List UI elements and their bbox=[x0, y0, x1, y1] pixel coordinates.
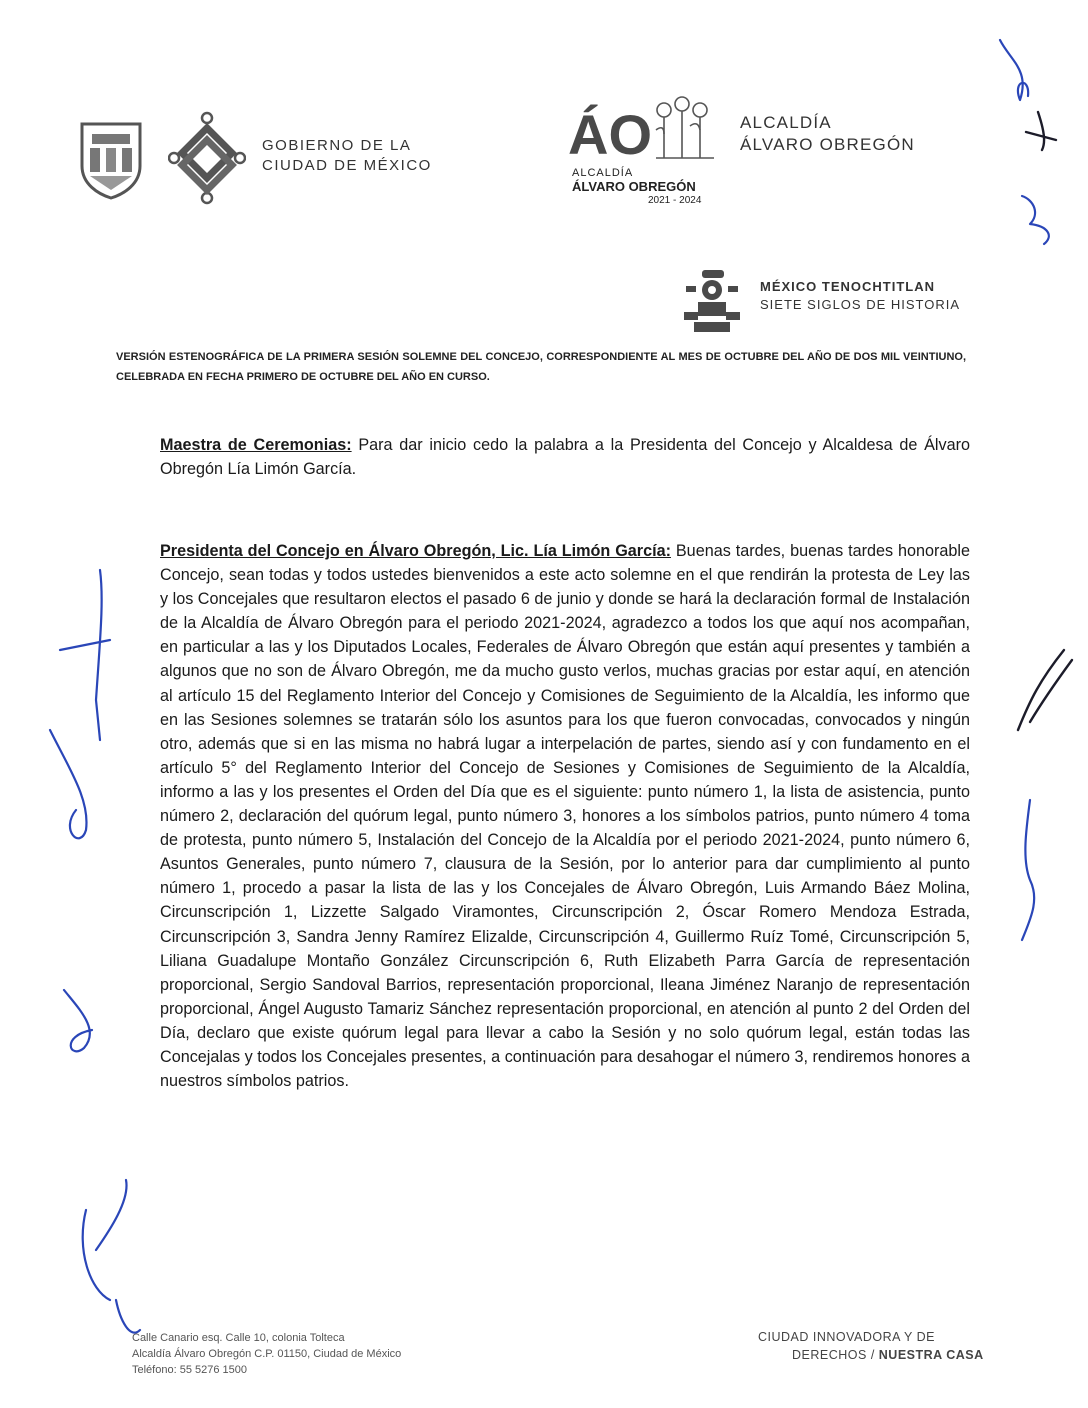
slogan-line-2 bbox=[792, 1346, 984, 1364]
signature-top-right-2 bbox=[1026, 112, 1056, 150]
speaker-name: Maestra de Ceremonias: bbox=[160, 436, 352, 454]
slogan-line-2a: DERECHOS / bbox=[792, 1348, 879, 1362]
signature-right-1 bbox=[1018, 650, 1072, 730]
gov-line-1: GOBIERNO DE LA bbox=[262, 137, 412, 154]
logo-text: ÁO bbox=[568, 103, 652, 166]
alcaldia-logo-caption bbox=[572, 166, 701, 208]
speaker-name: Presidenta del Concejo en Álvaro Obregón, Lic. Lía Limón García: bbox=[160, 542, 671, 560]
alcaldia-line-1: ALCALDÍA bbox=[740, 113, 832, 132]
alcaldia-line-2: ÁLVARO OBREGÓN bbox=[740, 135, 915, 154]
paragraph-president bbox=[160, 539, 970, 1093]
government-name bbox=[262, 136, 432, 176]
signature-left-4 bbox=[83, 1180, 140, 1333]
signature-top-right-3 bbox=[1022, 196, 1049, 244]
teno-line-2: SIETE SIGLOS DE HISTORIA bbox=[760, 297, 961, 312]
paragraph-ceremonies bbox=[160, 433, 970, 481]
tenochtitlan-text bbox=[760, 278, 960, 314]
cdmx-shield-logo bbox=[78, 120, 144, 200]
signature-top-right-1 bbox=[1000, 40, 1028, 100]
slogan-line-1: CIUDAD INNOVADORA Y DE bbox=[758, 1330, 936, 1344]
tenochtitlan-glyph-icon bbox=[676, 266, 748, 336]
address-line-1: Calle Canario esq. Calle 10, colonia Tolteca bbox=[132, 1332, 345, 1344]
gov-line-2: CIUDAD DE MÉXICO bbox=[262, 157, 432, 174]
signature-left-1 bbox=[60, 570, 110, 740]
cdmx-knot-logo bbox=[168, 110, 246, 206]
signature-left-3 bbox=[64, 990, 92, 1051]
paragraph-text: Buenas tardes, buenas tardes honorable Concejo, sean todas y todos ustedes bienvenidos a este acto solemne en el que rendirán la protesta de Ley las y los Concejales que resultaron electos el pasado 6 de junio y donde se hará la declaración formal de Instalación de la Alcaldía de Álvaro Obregón para el periodo 2021-2024, agradezco a todos los que aquí nos acompañan, en particular a las y los Diputados Locales, Federales de Álvaro Obregón que están aquí presentes y también a algunos que no son de Álvaro Obregón, me da mucho gusto verlos, muchas gracias por estar aquí, en atención al artículo 15 del Reglamento Interior del Concejo y Comisiones de Seguimiento de la Alcaldía, les informo que en las Sesiones solemnes se tratarán sólo los asuntos para los que fueron convocadas, convocados y ningún otro, además que si en las misma no habrá lugar a interpelación de partes, siendo así y con fundamento en el artículo 5° del Reglamento Interior del Concejo de Sesiones y Comisiones de Seguimiento de la Alcaldía, informo a las y los presentes el Orden del Día que es el siguiente: punto número 1, la lista de asistencia, punto número 2, declaración del quórum legal, punto número 3, honores a los símbolos patrios, punto número 4 toma de protesta, punto número 5, Instalación del Concejo de la Alcaldía por el periodo 2021-2024, punto número 6, Asuntos Generales, punto número 7, clausura de la Sesión, por lo anterior para dar cumplimiento al punto número 1, procedo a pasar la lista de las y los Concejales de Álvaro Obregón, Luis Armando Báez Molina, Circunscripción 1, Lizzette Salgado Viramontes, Circunscripción 2, Óscar Romero Mendoza Estrada, Circunscripción 3, Sandra Jenny Ramírez Elizalde, Circunscripción 4, Guillermo Ruíz Tomé, Circunscripción 5, Liliana Guadalupe Montaño González Circunscripción 6, Ruth Elizabeth Parra García de representación proporcional, Sergio Sandoval Barrios, representación proporcional, Ileana Jiménez Naranjo de representación proporcional, Ángel Augusto Tamariz Sánchez representación proporcional, en atención al punto 2 del Orden del Día, declaro que existe quórum legal para llevar a cabo la Sesión y no solo quórum legal, están todas las Concejalas y todos los Concejales presentes, a continuación para desahogar el número 3, rendiremos honores a nuestros símbolos patrios. bbox=[160, 542, 970, 1091]
document-title: VERSIÓN ESTENOGRÁFICA DE LA PRIMERA SESIÓN SOLEMNE DEL CONCEJO, CORRESPONDIENTE AL MES DE OCTUBRE DEL AÑO DE DOS MIL VEINTIUNO, CELEBRADA EN FECHA PRIMERO DE OCTUBRE DEL AÑO EN CURSO. bbox=[116, 351, 966, 383]
address-line-3: Teléfono: 55 5276 1500 bbox=[132, 1364, 247, 1376]
logo-caption-small: ALCALDÍA bbox=[572, 167, 634, 179]
logo-caption-big: ÁLVARO OBREGÓN bbox=[572, 179, 696, 194]
alcaldia-title bbox=[740, 112, 915, 156]
teno-line-1: MÉXICO TENOCHTITLAN bbox=[760, 279, 935, 294]
signature-left-2 bbox=[50, 730, 87, 838]
paragraph-text: Para dar inicio cedo la palabra a la Presidenta del Concejo y Alcaldesa de Álvaro Obregón Lía Limón García. bbox=[160, 436, 970, 479]
footer-address bbox=[132, 1330, 401, 1378]
footer-slogan bbox=[758, 1328, 984, 1364]
address-line-2: Alcaldía Álvaro Obregón C.P. 01150, Ciudad de México bbox=[132, 1348, 402, 1360]
logo-years: 2021 - 2024 bbox=[648, 195, 702, 206]
signature-right-2 bbox=[1022, 800, 1034, 940]
slogan-line-2b: NUESTRA CASA bbox=[878, 1348, 984, 1362]
